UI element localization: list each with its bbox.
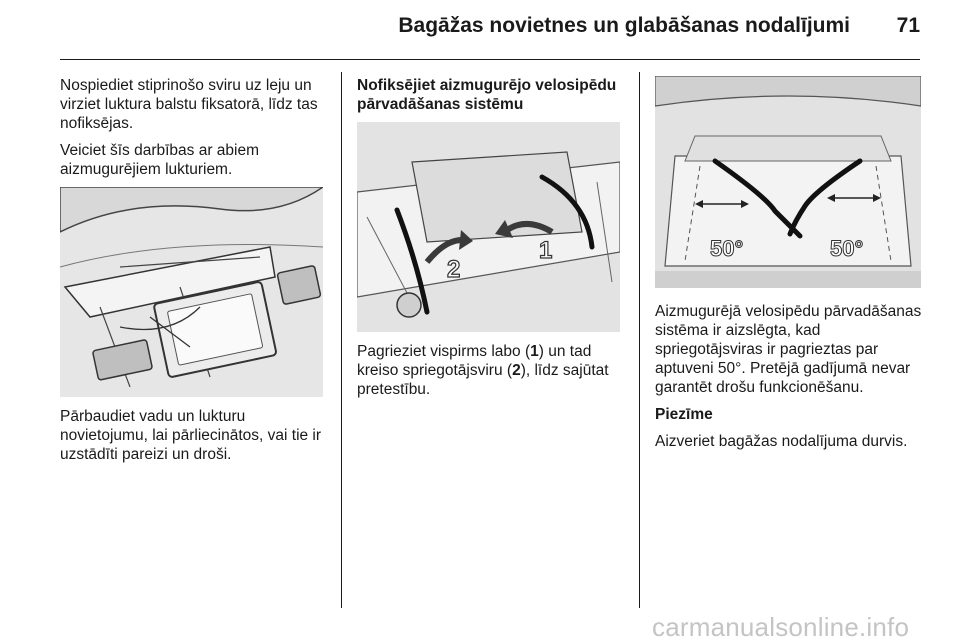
paragraph-instruction: Nospiediet stiprinošo sviru uz leju un virziet luktura balstu fiksatorā, līdz tas nofiksējas. — [60, 77, 318, 132]
page-number: 71 — [896, 14, 920, 37]
figure-label-1: 1 — [539, 237, 553, 264]
figure-tension-levers-drawing — [357, 122, 620, 332]
watermark-text: carmanualsonline.info — [652, 612, 910, 642]
figure-angle-right: 50° — [830, 236, 864, 261]
section-heading: Nofiksējiet aizmugurējo velosipēdu pārvadāšanas sistēmu — [357, 77, 617, 113]
lever-number-1: 1 — [530, 343, 539, 360]
lever-number-2: 2 — [512, 362, 521, 379]
paragraph-rotate-part1: Pagrieziet vispirms labo ( — [357, 343, 531, 360]
column-right — [655, 76, 923, 459]
paragraph-rotate-part3: ), līdz sajūtat pretestību. — [357, 362, 609, 398]
paragraph-rotate-levers — [357, 342, 625, 399]
column-middle — [357, 76, 625, 407]
paragraph-rotate-part2: ) un tad kreiso spriegotājsviru ( — [357, 343, 592, 379]
note-title: Piezīme — [655, 406, 713, 423]
page-title: Bagāžas novietnes un glabāšanas nodalījumi — [398, 14, 850, 37]
column-divider-right — [639, 72, 640, 608]
figure-lever-angles-drawing — [655, 76, 921, 288]
paragraph-locked-state: Aizmugurējā velosipēdu pārvadāšanas sistēma ir aizslēgta, kad spriegotājsviras ir pagrieztas par aptuveni 50°. Pretējā gadījumā nevar garantēt drošu funkcionēšanu. — [655, 303, 922, 396]
note-body: Aizveriet bagāžas nodalījuma durvis. — [655, 433, 908, 450]
figure-label-2: 2 — [447, 256, 461, 283]
figure-tension-levers — [357, 122, 620, 332]
paragraph-repeat: Veiciet šīs darbības ar abiem aizmugurējiem lukturiem. — [60, 142, 260, 178]
column-left — [60, 76, 328, 472]
figure-lamp-holder — [60, 187, 323, 397]
figure-angle-left: 50° — [710, 236, 744, 261]
figure-lever-angles — [655, 76, 921, 288]
header-rule — [60, 59, 920, 60]
paragraph-check: Pārbaudiet vadu un lukturu novietojumu, lai pārliecinātos, vai tie ir uzstādīti pareizi un droši. — [60, 408, 322, 463]
column-divider-left — [341, 72, 342, 608]
figure-lamp-holder-drawing — [60, 187, 323, 397]
